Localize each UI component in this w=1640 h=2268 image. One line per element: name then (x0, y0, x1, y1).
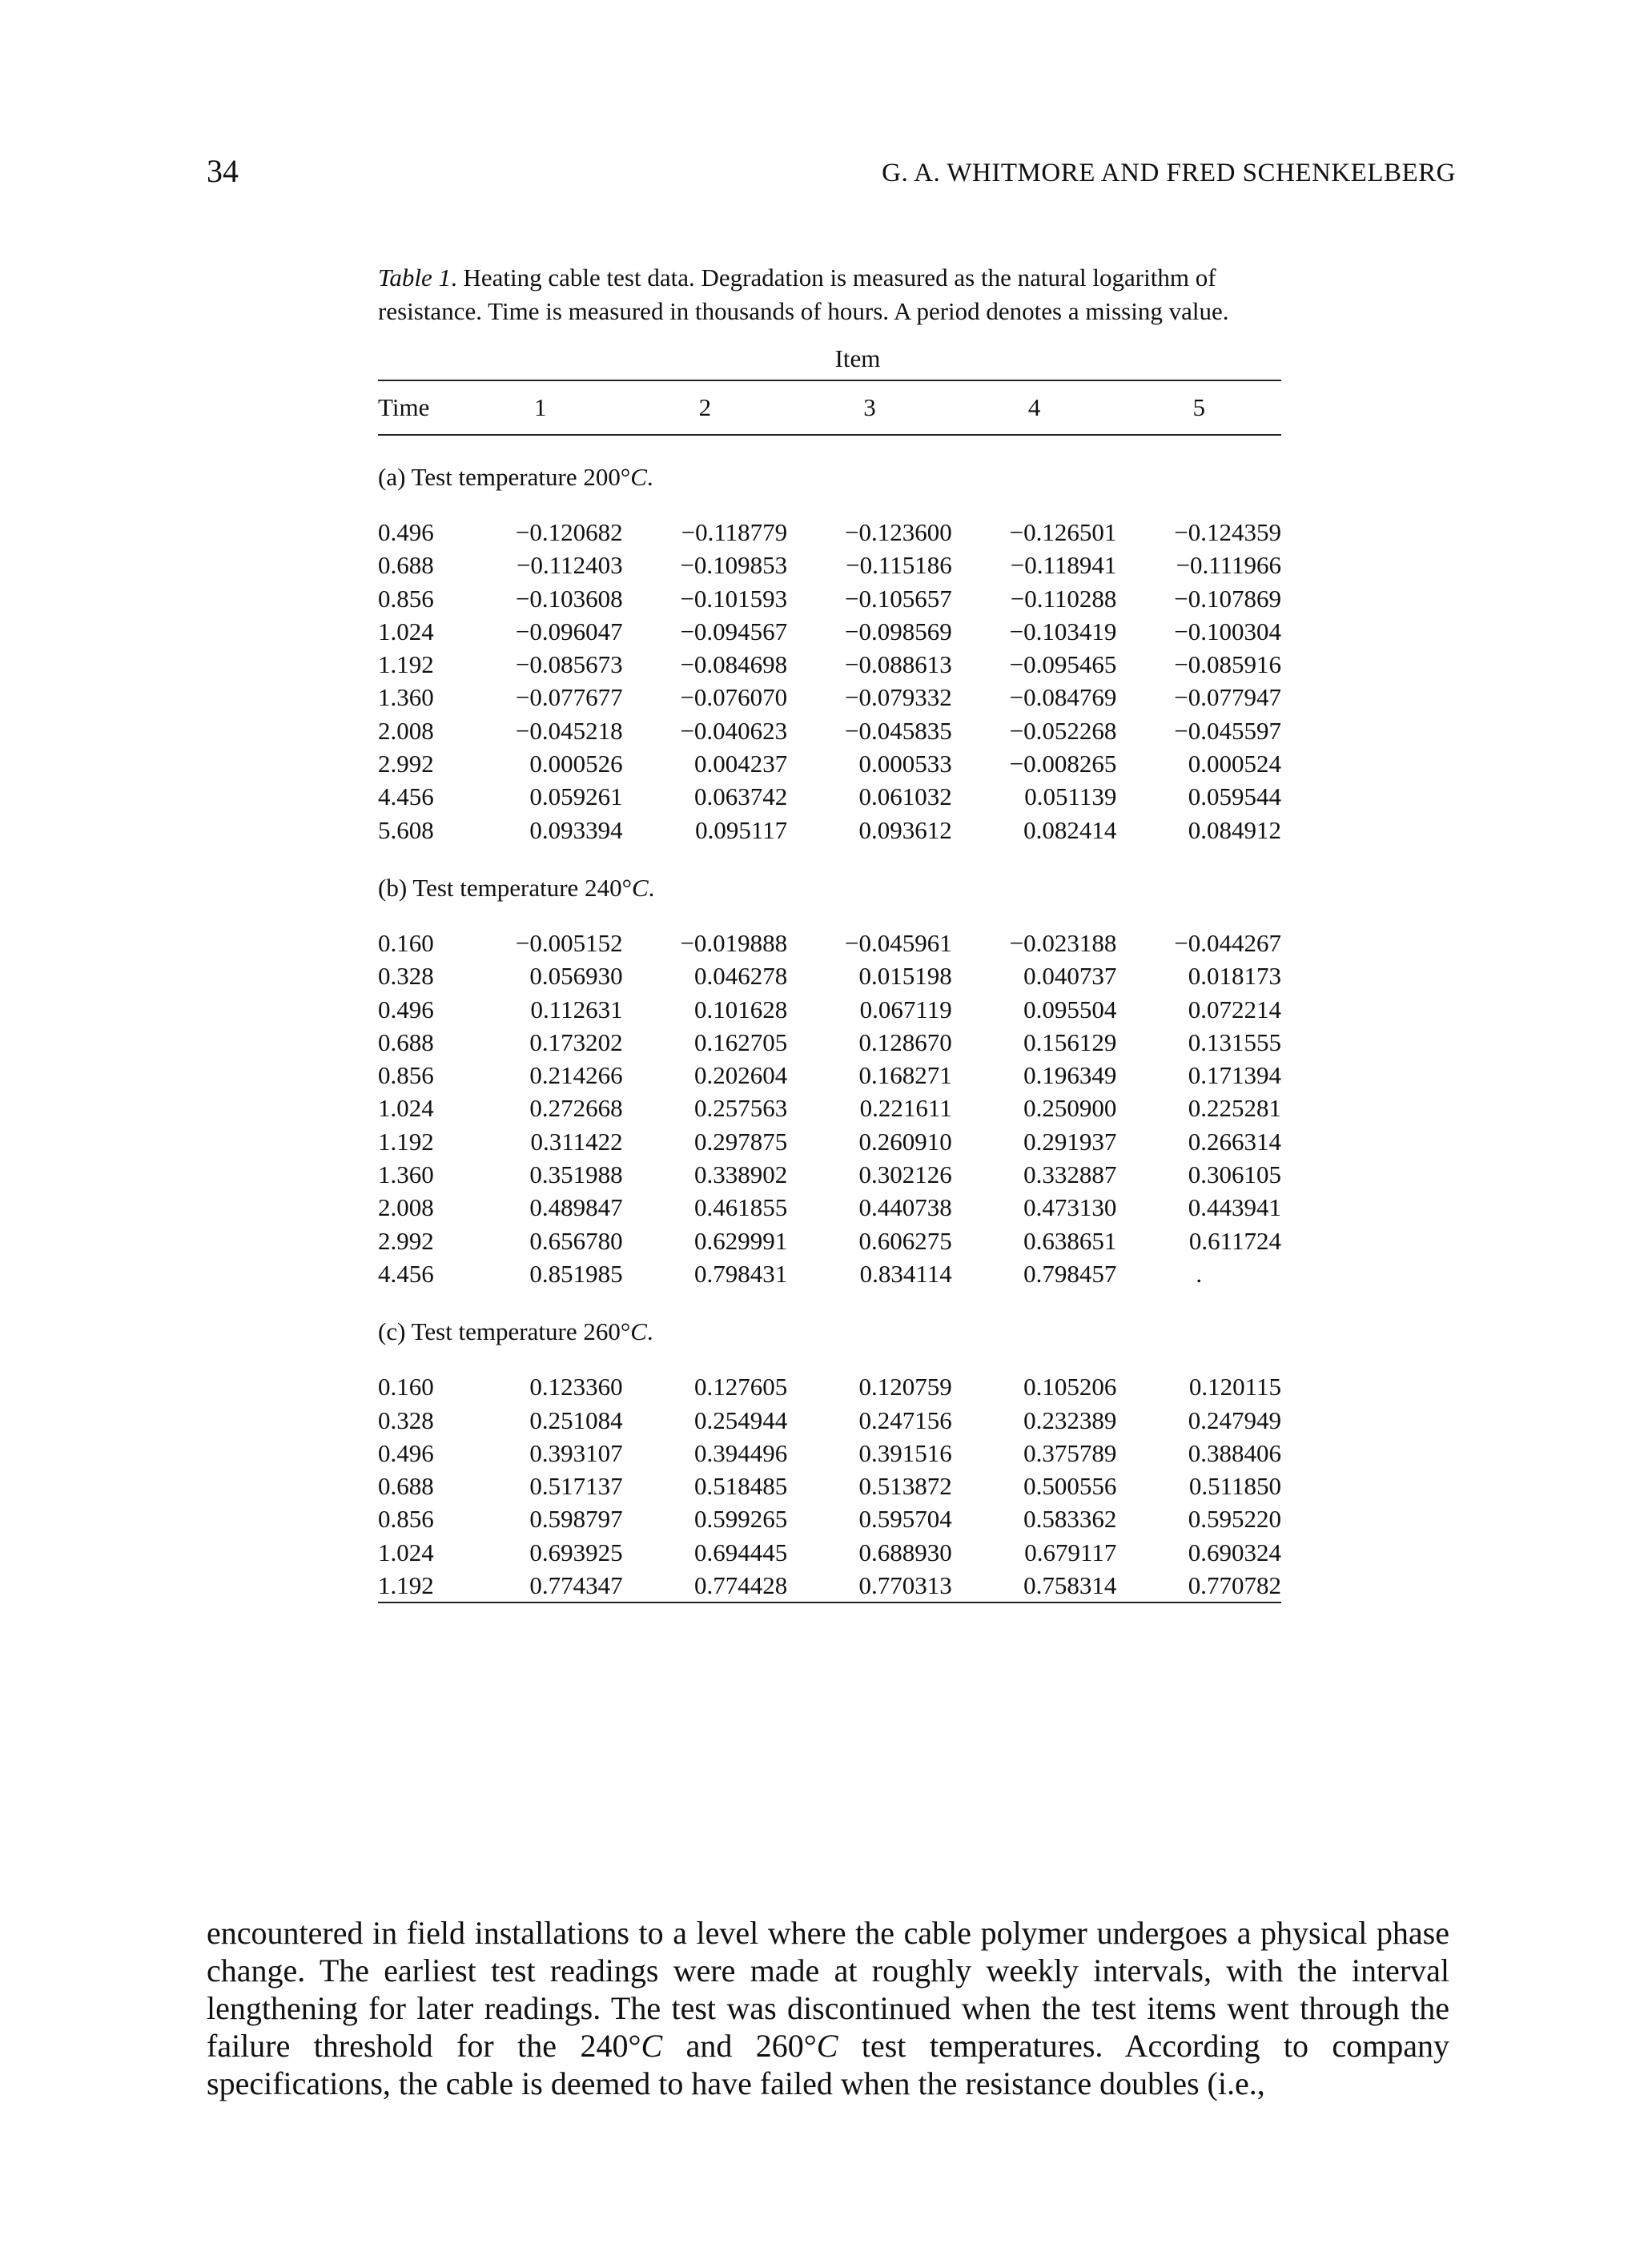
value-cell: 0.120115 (1188, 1373, 1281, 1401)
time-cell: 0.688 (378, 1027, 434, 1056)
value-cell: 0.461855 (693, 1193, 788, 1222)
table-row (378, 1125, 1281, 1158)
value-cell: −0.112403 (517, 551, 623, 580)
value-cell: −0.052268 (1009, 716, 1117, 745)
column-spanner: Item (834, 344, 881, 372)
value-cell: −0.044267 (1174, 928, 1281, 957)
table-row (378, 714, 1281, 747)
value-cell: −0.118779 (681, 518, 788, 546)
time-cell: 0.496 (378, 518, 434, 546)
table-row (378, 959, 1281, 992)
table-row (378, 1224, 1281, 1257)
value-cell: 0.606275 (858, 1226, 952, 1255)
section-heading-row (378, 435, 1281, 516)
value-cell: 0.272668 (529, 1094, 623, 1123)
value-cell: −0.088613 (845, 650, 952, 679)
value-cell: 0.046278 (693, 962, 788, 991)
value-cell: 0.095117 (695, 815, 788, 844)
table-row (378, 993, 1281, 1026)
value-cell: −0.085916 (1174, 650, 1281, 679)
section-heading-row (378, 1290, 1281, 1370)
table-row (378, 516, 1281, 549)
table-row (378, 1158, 1281, 1191)
value-cell: −0.019888 (680, 928, 788, 957)
caption-label: Table 1 (378, 263, 452, 292)
time-cell: 0.328 (378, 1405, 434, 1434)
value-cell: 0.128670 (858, 1027, 952, 1056)
time-cell: 0.856 (378, 1505, 434, 1534)
value-cell: 0.351988 (529, 1160, 623, 1189)
table-row (378, 1257, 1281, 1290)
value-cell: −0.045835 (845, 716, 952, 745)
value-cell: 0.015198 (858, 962, 952, 991)
table-row (378, 1370, 1281, 1403)
value-cell: 0.171394 (1188, 1061, 1281, 1090)
column-header: 5 (1192, 393, 1205, 421)
value-cell: −0.045961 (845, 928, 952, 957)
value-cell: 0.120759 (858, 1373, 952, 1401)
header-row (378, 380, 1281, 435)
value-cell: 0.131555 (1188, 1027, 1281, 1056)
value-cell: 0.583362 (1023, 1505, 1117, 1534)
value-cell: 0.059261 (529, 782, 623, 811)
time-cell: 2.008 (378, 716, 434, 745)
value-cell: 0.162705 (693, 1027, 788, 1056)
value-cell: −0.023188 (1009, 928, 1117, 957)
value-cell: 0.105206 (1023, 1373, 1117, 1401)
value-cell: 0.156129 (1023, 1027, 1117, 1056)
value-cell: −0.079332 (845, 683, 952, 712)
value-cell: 0.260910 (858, 1127, 952, 1156)
time-cell: 0.856 (378, 584, 434, 613)
time-cell: 0.496 (378, 995, 434, 1023)
section-heading: (c) Test temperature 260°C. (378, 1317, 653, 1346)
value-cell: 0.518485 (693, 1472, 788, 1501)
value-cell: −0.120682 (515, 518, 623, 546)
value-cell: 0.393107 (529, 1438, 623, 1467)
time-cell: 1.360 (378, 1160, 434, 1189)
value-cell: 0.221611 (859, 1094, 952, 1123)
value-cell: −0.005152 (515, 928, 623, 957)
value-cell: −0.111966 (1176, 551, 1281, 580)
value-cell: −0.045218 (515, 716, 623, 745)
table-row (378, 1026, 1281, 1059)
table-row (378, 927, 1281, 959)
time-cell: 2.992 (378, 1226, 434, 1255)
table-row (378, 1536, 1281, 1569)
value-cell: 0.063742 (693, 782, 788, 811)
value-cell: 0.302126 (858, 1160, 952, 1189)
section-heading: (a) Test temperature 200°C. (378, 463, 653, 491)
body-paragraph: encountered in field installations to a level where the cable polymer undergoes a physical phase change. The earliest test readings were made at roughly weekly intervals, with the interval lengthening for later readings. The test was discontinued when the test items went through the failure threshold for the 240°C and 260°C test temperatures. According to company specifications, the cable is deemed to have failed when the resistance doubles (i.e., (207, 1915, 1450, 2101)
time-cell: 1.192 (378, 650, 434, 679)
value-cell: −0.110288 (1010, 584, 1117, 613)
time-cell: 1.360 (378, 683, 434, 712)
table-row (378, 549, 1281, 581)
value-cell: 0.112631 (530, 995, 623, 1023)
column-header: 2 (698, 393, 712, 421)
data-table (378, 380, 1281, 1603)
value-cell: 0.656780 (529, 1226, 623, 1255)
value-cell: −0.126501 (1009, 518, 1117, 546)
value-cell: 0.247949 (1188, 1405, 1281, 1434)
value-cell: 0.688930 (858, 1538, 952, 1566)
value-cell: . (1196, 1259, 1203, 1288)
value-cell: 0.473130 (1023, 1193, 1117, 1222)
value-cell: 0.511850 (1188, 1472, 1281, 1501)
value-cell: 0.388406 (1188, 1438, 1281, 1467)
value-cell: 0.067119 (859, 995, 952, 1023)
table-row (378, 1059, 1281, 1092)
column-header: 3 (863, 393, 876, 421)
value-cell: 0.123360 (529, 1373, 623, 1401)
time-cell: 1.024 (378, 617, 434, 645)
value-cell: −0.096047 (515, 617, 623, 645)
time-cell: 4.456 (378, 782, 434, 811)
value-cell: 0.225281 (1188, 1094, 1281, 1123)
caption-text: . Heating cable test data. Degradation is measured as the natural logarithm of resistance. Time is measured in thousands of hours. A period denotes a missing value. (378, 263, 1229, 325)
time-cell: 1.024 (378, 1538, 434, 1566)
value-cell: −0.107869 (1174, 584, 1281, 613)
table-row (378, 1404, 1281, 1437)
value-cell: 0.306105 (1188, 1160, 1281, 1189)
value-cell: −0.077677 (515, 683, 623, 712)
value-cell: 0.513872 (858, 1472, 952, 1501)
value-cell: −0.095465 (1009, 650, 1117, 679)
time-cell: 4.456 (378, 1259, 434, 1288)
value-cell: 0.291937 (1023, 1127, 1117, 1156)
value-cell: −0.101593 (680, 584, 788, 613)
table-row (378, 1191, 1281, 1224)
value-cell: 0.250900 (1023, 1094, 1117, 1123)
value-cell: 0.093394 (529, 815, 623, 844)
table-body (378, 435, 1281, 1602)
value-cell: −0.123600 (845, 518, 952, 546)
time-cell: 0.496 (378, 1438, 434, 1467)
table-row (378, 1092, 1281, 1124)
value-cell: 0.394496 (693, 1438, 788, 1467)
value-cell: −0.103608 (515, 584, 623, 613)
value-cell: 0.311422 (530, 1127, 623, 1156)
value-cell: −0.118941 (1010, 551, 1117, 580)
value-cell: 0.000524 (1188, 750, 1281, 778)
value-cell: 0.599265 (693, 1505, 788, 1534)
time-cell: 0.160 (378, 1373, 434, 1401)
value-cell: 0.598797 (529, 1505, 623, 1534)
value-cell: 0.517137 (529, 1472, 623, 1501)
value-cell: −0.115186 (846, 551, 952, 580)
value-cell: 0.629991 (693, 1226, 788, 1255)
time-cell: 0.160 (378, 928, 434, 957)
time-cell: 0.856 (378, 1061, 434, 1090)
value-cell: 0.798431 (693, 1259, 788, 1288)
value-cell: 0.770313 (858, 1571, 952, 1600)
table-row (378, 814, 1281, 846)
value-cell: −0.076070 (680, 683, 788, 712)
time-cell: 0.688 (378, 551, 434, 580)
time-cell: 0.688 (378, 1472, 434, 1501)
value-cell: 0.611724 (1188, 1226, 1281, 1255)
table-row (378, 780, 1281, 813)
value-cell: 0.173202 (529, 1027, 623, 1056)
value-cell: 0.690324 (1188, 1538, 1281, 1566)
value-cell: −0.105657 (845, 584, 952, 613)
value-cell: 0.056930 (529, 962, 623, 991)
value-cell: 0.694445 (693, 1538, 788, 1566)
value-cell: 0.072214 (1188, 995, 1281, 1023)
time-cell: 1.192 (378, 1127, 434, 1156)
column-header: 4 (1027, 393, 1041, 421)
table-container (378, 261, 1281, 1603)
time-cell: 1.192 (378, 1571, 434, 1600)
value-cell: 0.101628 (693, 995, 788, 1023)
value-cell: 0.202604 (693, 1061, 788, 1090)
value-cell: 0.061032 (858, 782, 952, 811)
value-cell: 0.254944 (693, 1405, 788, 1434)
value-cell: 0.638651 (1023, 1226, 1117, 1255)
value-cell: 0.004237 (693, 750, 788, 778)
time-cell: 2.992 (378, 750, 434, 778)
value-cell: 0.000526 (529, 750, 623, 778)
value-cell: 0.679117 (1024, 1538, 1117, 1566)
value-cell: 0.059544 (1188, 782, 1281, 811)
time-cell: 5.608 (378, 815, 434, 844)
body-text (207, 1914, 1449, 2102)
value-cell: 0.338902 (693, 1160, 788, 1189)
table-row (378, 648, 1281, 681)
value-cell: 0.851985 (529, 1259, 623, 1288)
table-row (378, 1502, 1281, 1535)
value-cell: −0.077947 (1174, 683, 1281, 712)
value-cell: −0.084698 (680, 650, 788, 679)
table-row (378, 1470, 1281, 1502)
value-cell: −0.008265 (1009, 750, 1117, 778)
section-heading-row (378, 846, 1281, 927)
table-caption (378, 261, 1281, 328)
table-row (378, 1569, 1281, 1602)
value-cell: 0.214266 (529, 1061, 623, 1090)
page-number: 34 (207, 153, 239, 189)
time-cell: 0.328 (378, 962, 434, 991)
value-cell: 0.251084 (529, 1405, 623, 1434)
value-cell: −0.103419 (1009, 617, 1117, 645)
value-cell: −0.100304 (1174, 617, 1281, 645)
value-cell: 0.834114 (859, 1259, 952, 1288)
table-row (378, 1437, 1281, 1470)
value-cell: 0.440738 (858, 1193, 952, 1222)
time-cell: 2.008 (378, 1193, 434, 1222)
value-cell: 0.500556 (1023, 1472, 1117, 1501)
value-cell: −0.094567 (680, 617, 788, 645)
column-header: 1 (534, 393, 547, 421)
value-cell: −0.124359 (1174, 518, 1281, 546)
value-cell: 0.266314 (1188, 1127, 1281, 1156)
value-cell: 0.375789 (1023, 1438, 1117, 1467)
value-cell: 0.084912 (1188, 815, 1281, 844)
value-cell: 0.082414 (1023, 815, 1117, 844)
column-header: Time (378, 393, 430, 421)
value-cell: 0.127605 (693, 1373, 788, 1401)
value-cell: −0.109853 (680, 551, 788, 580)
value-cell: 0.297875 (693, 1127, 788, 1156)
value-cell: 0.774347 (529, 1571, 623, 1600)
value-cell: 0.040737 (1023, 962, 1117, 991)
value-cell: 0.774428 (693, 1571, 788, 1600)
value-cell: −0.085673 (515, 650, 623, 679)
value-cell: 0.232389 (1023, 1405, 1117, 1434)
value-cell: 0.489847 (529, 1193, 623, 1222)
value-cell: 0.247156 (858, 1405, 952, 1434)
value-cell: 0.798457 (1023, 1259, 1117, 1288)
value-cell: 0.095504 (1023, 995, 1117, 1023)
value-cell: −0.045597 (1174, 716, 1281, 745)
value-cell: 0.758314 (1023, 1571, 1117, 1600)
running-head: G. A. WHITMORE AND FRED SCHENKELBERG (882, 159, 1456, 187)
value-cell: 0.168271 (858, 1061, 952, 1090)
value-cell: 0.693925 (529, 1538, 623, 1566)
table-row (378, 747, 1281, 780)
value-cell: −0.084769 (1009, 683, 1117, 712)
time-cell: 1.024 (378, 1094, 434, 1123)
value-cell: 0.196349 (1023, 1061, 1117, 1090)
value-cell: 0.443941 (1188, 1193, 1281, 1222)
value-cell: 0.000533 (858, 750, 952, 778)
value-cell: 0.770782 (1188, 1571, 1281, 1600)
value-cell: 0.595704 (858, 1505, 952, 1534)
value-cell: 0.595220 (1188, 1505, 1281, 1534)
section-heading: (b) Test temperature 240°C. (378, 873, 655, 902)
value-cell: 0.257563 (693, 1094, 788, 1123)
table-row (378, 582, 1281, 615)
value-cell: −0.098569 (845, 617, 952, 645)
value-cell: −0.040623 (680, 716, 788, 745)
value-cell: 0.093612 (858, 815, 952, 844)
table-row (378, 681, 1281, 714)
value-cell: 0.018173 (1188, 962, 1281, 991)
table-row (378, 615, 1281, 648)
value-cell: 0.332887 (1023, 1160, 1117, 1189)
value-cell: 0.051139 (1024, 782, 1117, 811)
value-cell: 0.391516 (858, 1438, 952, 1467)
